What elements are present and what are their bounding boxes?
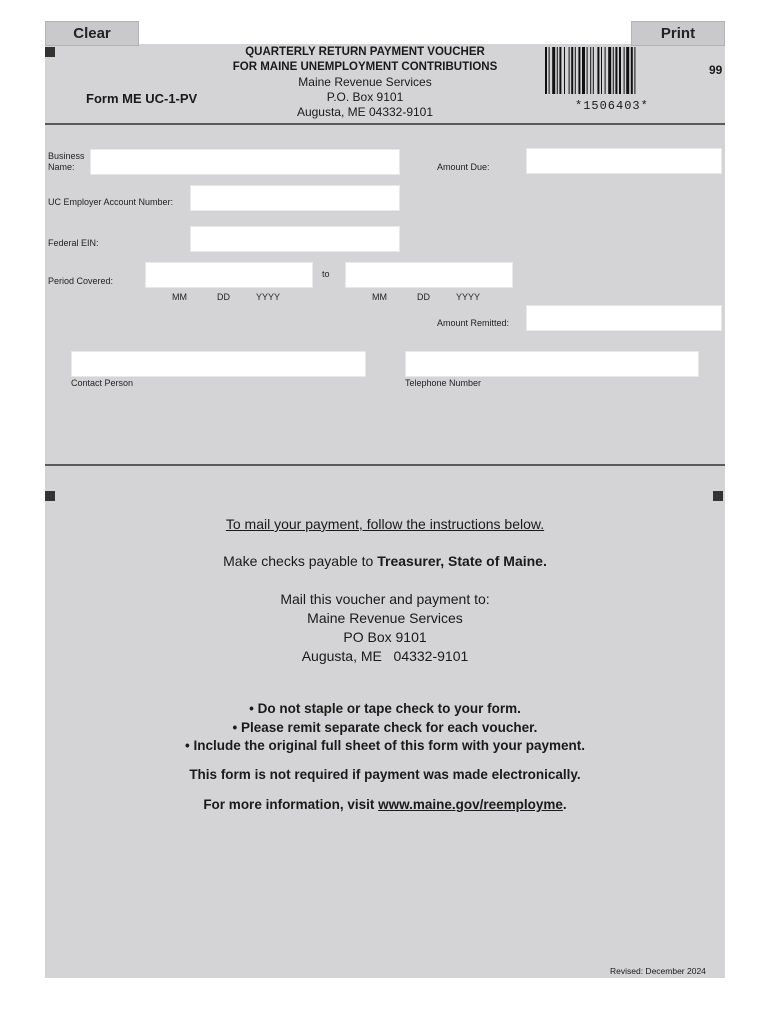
barcode-icon <box>545 47 690 94</box>
barcode-bar <box>634 47 635 94</box>
barcode-bar <box>619 47 621 94</box>
barcode-bar <box>552 47 555 94</box>
period-start-field[interactable] <box>145 262 313 288</box>
barcode-bar <box>559 47 561 94</box>
end-mm-label: MM <box>372 292 387 302</box>
payable-line <box>45 553 725 569</box>
clear-button[interactable]: Clear <box>45 21 139 46</box>
business-name-label <box>48 151 85 173</box>
form-id: Form ME UC-1-PV <box>86 91 198 106</box>
business-name-label-line1: Business <box>48 151 85 161</box>
barcode-bar <box>608 47 611 94</box>
bullet-full-sheet: • Include the original full sheet of this form with your payment. <box>184 738 585 753</box>
end-dd-label: DD <box>417 292 430 302</box>
barcode-bar <box>613 47 614 94</box>
barcode-bar <box>626 47 629 94</box>
barcode-bar <box>582 47 585 94</box>
business-name-label-line2: Name: <box>48 162 75 172</box>
bullet-no-staple: • Do not staple or tape check to your form. <box>249 701 521 716</box>
electronic-note: This form is not required if payment was made electronically. <box>189 767 581 782</box>
cut-divider <box>45 464 725 466</box>
amount-due-field[interactable] <box>526 148 722 174</box>
barcode-bar <box>575 47 576 94</box>
mail-po-box: PO Box 9101 <box>343 629 427 645</box>
uc-account-field[interactable] <box>190 185 400 211</box>
mail-agency: Maine Revenue Services <box>307 610 463 626</box>
instructions-heading: To mail your payment, follow the instructions below. <box>225 516 545 532</box>
barcode-bar <box>549 47 550 94</box>
telephone-label: Telephone Number <box>405 378 482 388</box>
mail-city: Augusta, ME 04332-9101 <box>301 648 469 664</box>
instruction-bullets <box>45 700 725 756</box>
amount-remitted-field[interactable] <box>526 305 722 331</box>
mail-to-line: Mail this voucher and payment to: <box>280 591 490 607</box>
registration-marker-mid-right <box>713 491 723 501</box>
header-agency: Maine Revenue Services <box>298 75 432 89</box>
barcode-bar <box>593 47 594 94</box>
barcode-bar <box>557 47 558 94</box>
uc-account-label: UC Employer Account Number: <box>48 197 174 207</box>
barcode-bar <box>624 47 625 94</box>
amount-remitted-label: Amount Remitted: <box>437 318 510 328</box>
start-dd-label: DD <box>217 292 230 302</box>
header-title-line1: QUARTERLY RETURN PAYMENT VOUCHER <box>245 46 485 58</box>
barcode-bar <box>605 47 606 94</box>
mail-address <box>45 590 725 666</box>
barcode-bar <box>597 47 599 94</box>
header-city: Augusta, ME 04332-9101 <box>296 105 434 119</box>
bullet-separate-check: • Please remit separate check for each voucher. <box>232 719 538 735</box>
federal-ein-field[interactable] <box>190 226 400 252</box>
barcode-bar <box>631 47 633 94</box>
registration-marker-mid-left <box>45 491 55 501</box>
registration-marker-top-left <box>45 47 55 57</box>
payable-prefix: Make checks payable to <box>223 553 378 569</box>
barcode-bar <box>578 47 580 94</box>
barcode-bar <box>590 47 591 94</box>
barcode-bar <box>571 47 573 94</box>
barcode-text: *1506403* <box>575 99 649 113</box>
year-code: 99 <box>709 63 723 77</box>
more-info-suffix: . <box>562 797 567 812</box>
period-covered-label: Period Covered: <box>48 276 114 286</box>
barcode-bar <box>545 47 547 94</box>
more-info-prefix: For more information, visit <box>203 797 379 812</box>
header-title-line2: FOR MAINE UNEMPLOYMENT CONTRIBUTIONS <box>232 61 498 73</box>
period-end-field[interactable] <box>345 262 513 288</box>
barcode-bar <box>569 47 570 94</box>
start-yyyy-label: YYYY <box>256 292 281 302</box>
start-mm-label: MM <box>172 292 187 302</box>
amount-due-label: Amount Due: <box>437 162 490 172</box>
print-button[interactable]: Print <box>631 21 725 46</box>
barcode-bar <box>615 47 617 94</box>
barcode-bar <box>601 47 602 94</box>
telephone-field[interactable] <box>405 351 699 377</box>
to-label: to <box>322 269 330 279</box>
federal-ein-label: Federal EIN: <box>48 238 99 248</box>
payable-name: Treasurer, State of Maine. <box>377 553 547 569</box>
end-yyyy-label: YYYY <box>456 292 481 302</box>
barcode-bar <box>587 47 588 94</box>
contact-person-label: Contact Person <box>71 378 134 388</box>
barcode-bar <box>564 47 565 94</box>
revised-date: Revised: December 2024 <box>610 966 706 976</box>
header-divider <box>45 123 725 125</box>
form-header <box>195 45 535 120</box>
business-name-field[interactable] <box>90 149 400 175</box>
more-info-link[interactable]: www.maine.gov/reemployme <box>378 797 563 812</box>
header-po-box: P.O. Box 9101 <box>326 90 404 104</box>
contact-person-field[interactable] <box>71 351 366 377</box>
more-info-line <box>45 797 725 812</box>
